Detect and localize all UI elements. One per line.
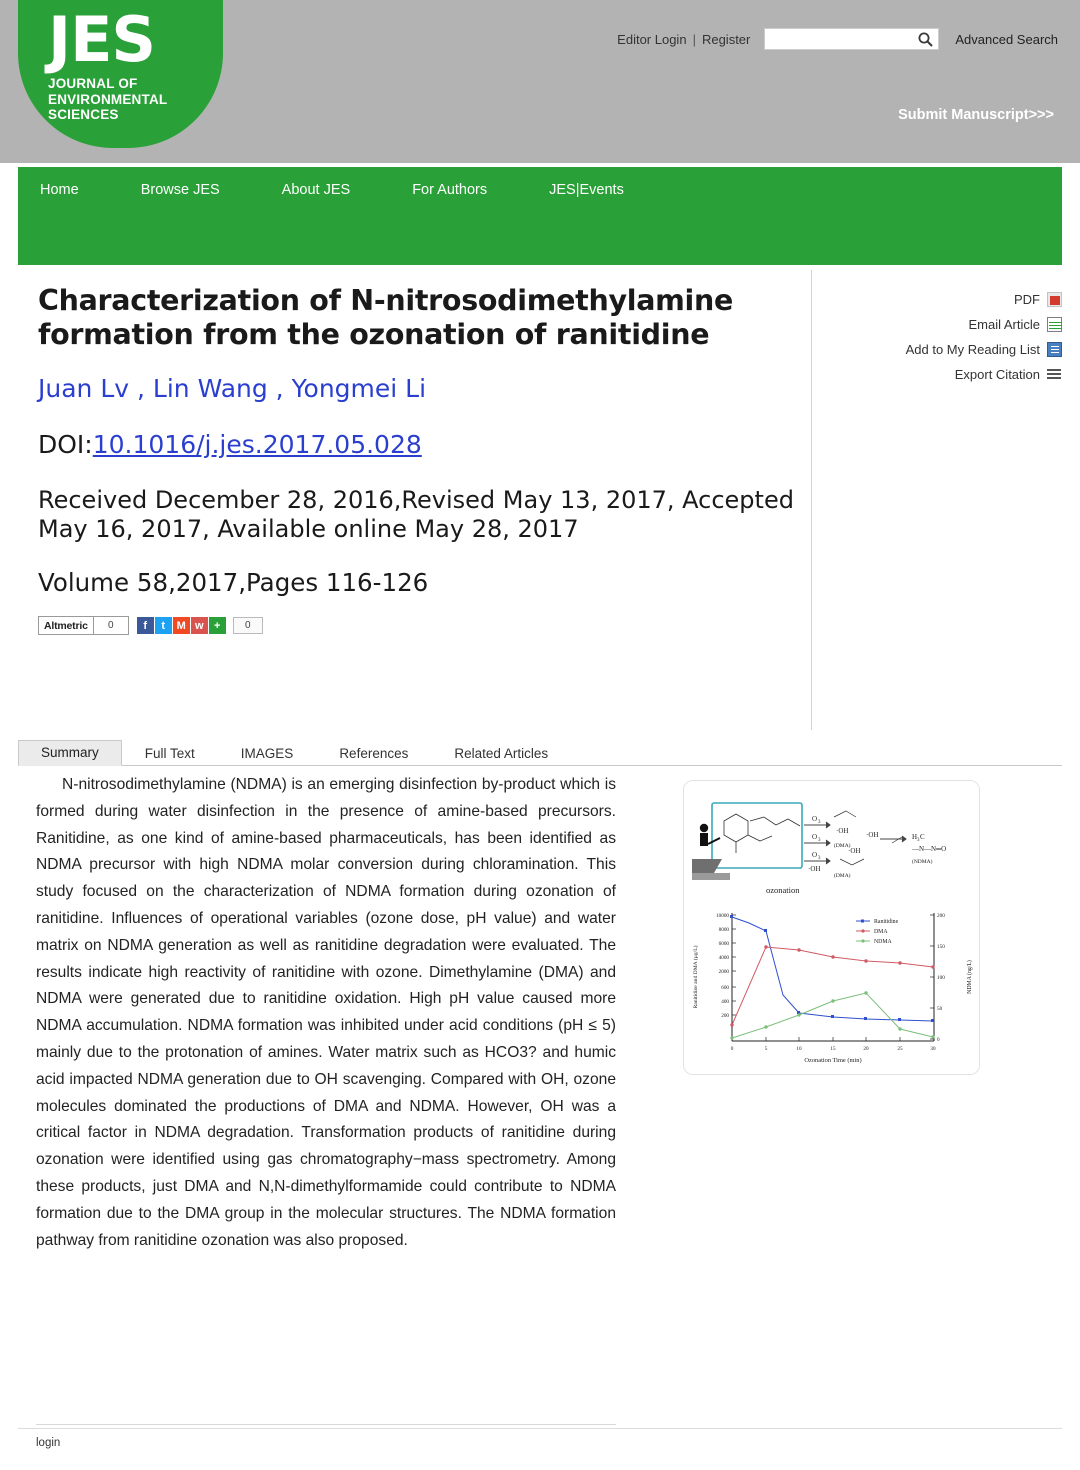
svg-text:NDMA (ng/L): NDMA (ng/L)	[967, 960, 973, 994]
svg-text:400: 400	[721, 999, 729, 1005]
search-box[interactable]	[764, 28, 939, 50]
altmetric-badge[interactable]	[38, 616, 129, 635]
tab-related-articles[interactable]: Related Articles	[454, 746, 549, 761]
logo-subtitle-line3: SCIENCES	[48, 107, 119, 122]
svg-text:30: 30	[930, 1046, 936, 1052]
author-list	[38, 374, 811, 404]
svg-text:H: H	[912, 833, 918, 841]
graphical-abstract[interactable]	[683, 780, 980, 1075]
submit-manuscript-link[interactable]: Submit Manuscript>>>	[898, 107, 1054, 123]
metrics-bar	[38, 616, 811, 635]
search-icon[interactable]	[917, 31, 934, 48]
svg-text:3: 3	[818, 838, 821, 843]
mendeley-icon[interactable]: M	[173, 617, 190, 634]
author-link-1[interactable]: Juan Lv	[38, 374, 130, 403]
email-article-row[interactable]	[822, 317, 1062, 332]
graphical-abstract-image	[684, 781, 980, 1075]
tab-images[interactable]: IMAGES	[240, 746, 294, 761]
svg-text:DMA: DMA	[874, 929, 888, 935]
svg-text:·OH: ·OH	[866, 831, 879, 839]
svg-text:0: 0	[730, 1046, 734, 1052]
pdf-icon[interactable]	[1047, 292, 1062, 307]
add-reading-list-label: Add to My Reading List	[905, 342, 1040, 357]
author-link-2[interactable]: Lin Wang	[152, 374, 268, 403]
share-count: 0	[233, 617, 263, 634]
svg-text:·OH: ·OH	[848, 847, 861, 855]
tab-references[interactable]: References	[339, 746, 409, 761]
svg-text:NDMA: NDMA	[874, 939, 892, 945]
nav-item-about-jes[interactable]: About JES	[281, 182, 351, 198]
svg-text:15: 15	[830, 1046, 836, 1052]
article-tabs	[18, 740, 1062, 766]
nav-item-browse-jes[interactable]: Browse JES	[140, 182, 220, 198]
export-citation-label: Export Citation	[954, 367, 1040, 382]
footer-login-link[interactable]: login	[36, 1437, 61, 1449]
svg-text:Ranitidine and DMA (µg/L): Ranitidine and DMA (µg/L)	[693, 945, 699, 1009]
svg-text:50: 50	[937, 1006, 943, 1012]
nav-secondary-strip	[18, 213, 1062, 265]
abstract-body: N-nitrosodimethylamine (NDMA) is an emerging disinfection by-product which is formed during water disinfection in the presence of amine-based precursors. Ranitidine, as one kind of amine-based pharmaceuticals, has been identified as NDMA precursor with high NDMA molar conversion during chloramination. This study focused on the characterization of NDMA formation during ozonation of ranitidine. Influences of operational variables (ozone dose, pH value) and water matrix on NDMA generation as well as ranitidine degradation were evaluated. The results indicate high reactivity of ranitidine with ozone. Dimethylamine (DMA) and NDMA were generated due to ranitidine oxidation. High pH value caused more NDMA accumulation. NDMA formation was inhibited under acid conditions (pH ≤ 5) mainly due to the protonation of amines. Water matrix such as HCO3? and humic acid impacted NDMA generation due to OH scavenging. Compared with OH, ozone molecules dominated the productions of DMA and NDMA. However, OH was a critical factor in NDMA degradation. Transformation products of ranitidine during ozonation were identified using gas chromatography−mass spectrometry. Among these products, just DMA and N,N-dimethylformamide could contribute to NDMA formation due to the DMA group in the molecular structures. The NDMA formation pathway from ranitidine ozonation was also proposed.	[36, 776, 616, 1249]
editor-login-link[interactable]: Editor Login	[617, 31, 687, 47]
twitter-icon[interactable]: t	[155, 617, 172, 634]
svg-text:O: O	[812, 815, 818, 823]
article-dates: Received December 28, 2016,Revised May 13, 2017, Accepted May 16, 2017, Available online May 28, 2017	[38, 486, 794, 543]
email-article-label: Email Article	[968, 317, 1040, 332]
tab-summary[interactable]: Summary	[18, 740, 122, 766]
article-volume-pages: Volume 58,2017,Pages 116-126	[38, 568, 429, 597]
journal-logo[interactable]	[18, 0, 223, 148]
more-share-icon[interactable]: +	[209, 617, 226, 634]
export-citation-row[interactable]	[822, 367, 1062, 382]
weibo-icon[interactable]: w	[191, 617, 208, 634]
logo-subtitle-line2: ENVIRONMENTAL	[48, 91, 168, 107]
utility-separator: |	[692, 31, 696, 47]
altmetric-label: Altmetric	[39, 617, 94, 634]
svg-text:Ranitidine: Ranitidine	[874, 919, 899, 925]
footer-divider	[18, 1428, 1062, 1429]
abstract-divider	[36, 1424, 616, 1425]
pdf-label: PDF	[1014, 292, 1040, 307]
svg-text:·OH: ·OH	[808, 865, 821, 873]
svg-text:4000: 4000	[718, 955, 729, 961]
svg-text:3: 3	[818, 856, 821, 861]
author-sep-2: ,	[267, 374, 292, 403]
svg-text:Ozonation Time (min): Ozonation Time (min)	[804, 1057, 862, 1064]
svg-text:600: 600	[721, 985, 729, 991]
svg-text:O: O	[812, 851, 818, 859]
svg-text:C: C	[920, 833, 925, 841]
advanced-search-link[interactable]: Advanced Search	[955, 31, 1058, 47]
nav-item-home[interactable]: Home	[40, 182, 79, 198]
svg-text:3: 3	[917, 838, 920, 843]
svg-text:200: 200	[721, 1013, 729, 1019]
svg-text:(NDMA): (NDMA)	[912, 859, 933, 865]
svg-text:O: O	[812, 833, 818, 841]
svg-text:0: 0	[937, 1037, 940, 1043]
svg-text:8000: 8000	[718, 927, 729, 933]
register-link[interactable]: Register	[701, 31, 751, 47]
abstract-text	[36, 772, 616, 1254]
doi-link[interactable]: 10.1016/j.jes.2017.05.028	[92, 430, 422, 459]
pdf-download-row[interactable]	[822, 292, 1062, 307]
svg-text:6000: 6000	[718, 941, 729, 947]
svg-text:25: 25	[897, 1046, 903, 1052]
tab-full-text[interactable]: Full Text	[144, 746, 195, 761]
svg-text:(DMA): (DMA)	[834, 873, 851, 879]
svg-text:200: 200	[937, 913, 945, 919]
reading-list-icon[interactable]	[1047, 342, 1062, 357]
svg-text:20: 20	[863, 1046, 869, 1052]
nav-item-for-authors[interactable]: For Authors	[412, 182, 488, 198]
logo-subtitle	[48, 76, 223, 123]
email-icon[interactable]	[1047, 317, 1062, 332]
svg-text:2000: 2000	[718, 969, 729, 975]
header-utility-bar	[617, 28, 1058, 50]
svg-text:100: 100	[937, 975, 945, 981]
svg-text:·OH: ·OH	[836, 827, 849, 835]
scheme-caption: ozonation	[766, 885, 800, 895]
svg-text:5: 5	[764, 1046, 768, 1052]
logo-subtitle-line1: JOURNAL OF	[48, 76, 138, 91]
page-title: Characterization of N-nitrosodimethylamine formation from the ozonation of ranitidine	[38, 284, 734, 351]
add-reading-list-row[interactable]	[822, 342, 1062, 357]
main-navigation	[18, 167, 1062, 213]
search-input[interactable]	[765, 29, 911, 49]
nav-item-jes-events[interactable]: JES|Events	[549, 182, 624, 198]
logo-title: JES	[48, 3, 156, 76]
citation-icon[interactable]	[1047, 367, 1062, 382]
facebook-icon[interactable]: f	[137, 617, 154, 634]
svg-text:(DMA): (DMA)	[834, 843, 851, 849]
article-tools	[822, 292, 1062, 392]
author-link-3[interactable]: Yongmei Li	[291, 374, 427, 403]
altmetric-count: 0	[107, 620, 114, 631]
svg-text:—N—N═O: —N—N═O	[912, 845, 947, 853]
doi-row	[38, 430, 811, 460]
author-sep-1: ,	[129, 374, 153, 403]
site-header	[0, 0, 1080, 163]
svg-text:150: 150	[937, 944, 945, 950]
svg-text:10: 10	[796, 1046, 802, 1052]
article-header	[0, 270, 812, 730]
svg-text:3: 3	[818, 820, 821, 825]
svg-text:10000: 10000	[716, 913, 729, 919]
doi-label: DOI:	[38, 430, 93, 459]
